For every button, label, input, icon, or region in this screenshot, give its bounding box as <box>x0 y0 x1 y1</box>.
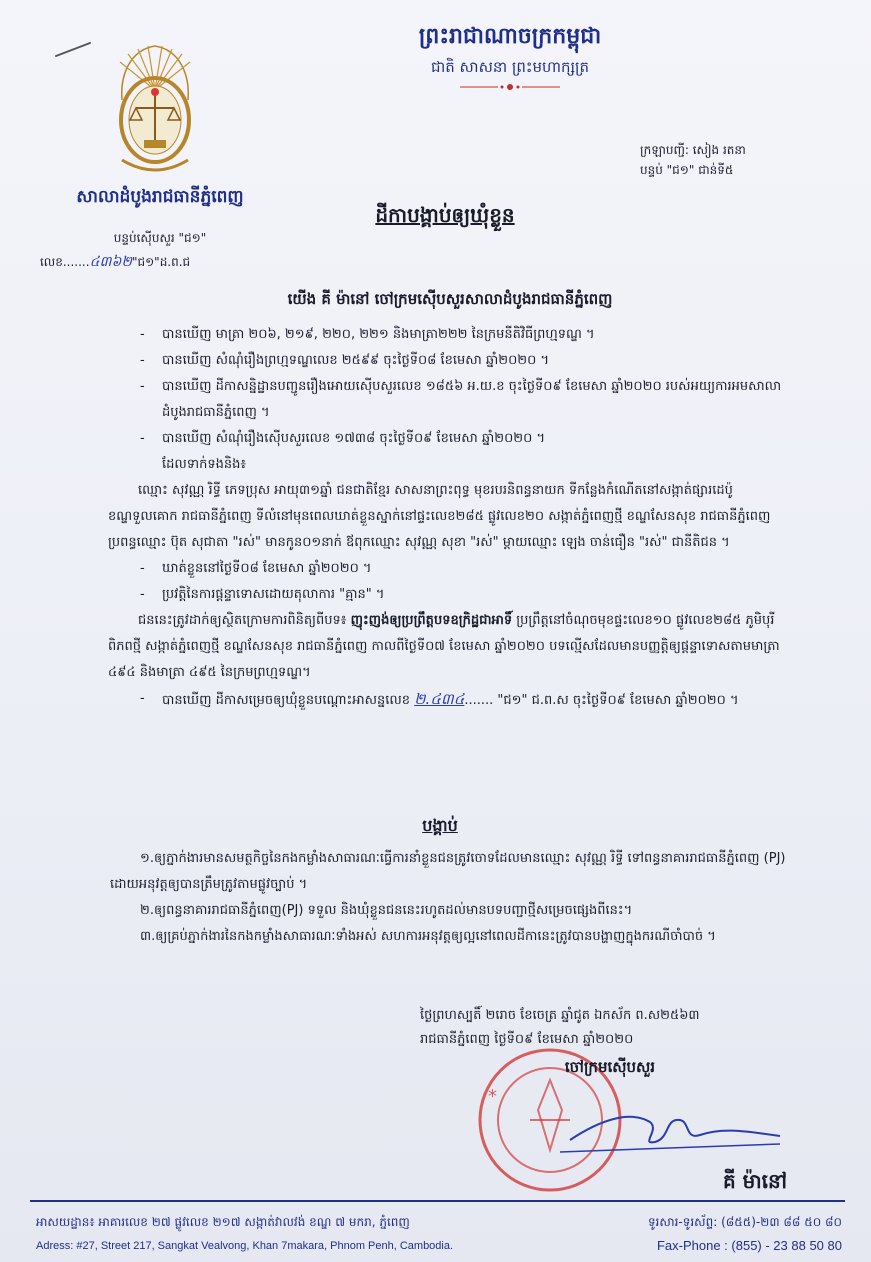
solar-date: រាជធានីភ្នំពេញ ថ្ងៃទី០៩ ខែមេសា ឆ្នាំ២០២០ <box>420 1032 634 1047</box>
concerning-label: ដែលទាក់ទងនិង៖ <box>162 457 247 472</box>
reference-handwritten: ៤៣៦២ <box>89 254 132 270</box>
consideration-item: - បានឃើញ ដីកាសន្និដ្ឋានបញ្ជូនរឿងអោយស៊ើបសួរលេខ ១៨៥៦ អ.យ.ខ ចុះថ្ងៃទី០៩ ខែមេសា ឆ្នាំ២០២០ របស់អយ្យការអមសាលាដំបូងរាជធានីភ្នំពេញ ។ <box>140 374 790 426</box>
document-title: ដីកាបង្គាប់ឲ្យឃុំខ្លួន <box>375 203 515 227</box>
charge-lead: ជននេះត្រូវដាក់ឲ្យស្ថិតក្រោមការពិនិត្យពីបទ៖ <box>138 613 351 628</box>
issuer-line: យើង គី ម៉ានៅ ចៅក្រមស៊ើបសួរសាលាដំបូងរាជធានីភ្នំពេញ <box>287 290 613 308</box>
judge-signature <box>560 1100 790 1160</box>
person-fact: - ឃាត់ខ្លួននៅថ្ងៃទី០៨ ខែមេសា ឆ្នាំ២០២០ ។ <box>140 556 790 582</box>
order-heading: បង្គាប់ <box>422 816 458 835</box>
footer-address-en: Adress: #27, Street 217, Sangkat Vealvong, Khan 7makara, Phnom Penh, Cambodia. <box>36 1240 454 1252</box>
consideration-item: - បានឃើញ សំណុំរឿងស៊ើបសួរលេខ ១៧៣៨ ចុះថ្ងៃទី០៩ ខែមេសា ឆ្នាំ២០២០ ។ <box>140 426 790 452</box>
detention-rest: ....... "ជ១" ជ.ព.ស ចុះថ្ងៃទី០៩ ខែមេសា ឆ្នាំ២០២០ ។ <box>464 693 739 708</box>
consideration-item: - បានឃើញ សំណុំរឿងព្រហ្មទណ្ឌលេខ ២៥៩៩ ចុះថ្ងៃទី០៨ ខែមេសា ឆ្នាំ២០២០ ។ <box>140 348 790 374</box>
ornament-divider-icon <box>460 82 560 92</box>
lunar-date: ថ្ងៃព្រហស្បតិ៍ ២រោច ខែចេត្រ ឆ្នាំជូត ឯកស័ក ព.ស២៥៦៣ <box>420 1008 700 1023</box>
reference-number <box>40 252 300 273</box>
person-paragraph: ឈ្មោះ សុវណ្ណ រិទ្ធី ភេទប្រុស អាយុ៣១ឆ្នាំ ជនជាតិខ្មែរ សាសនាព្រះពុទ្ធ មុខរបរនិពន្ធនាយក ទីកន្លែងកំណើតនៅសង្កាត់ផ្សារដេប៉ូ ខណ្ឌទួលគោក រាជធានីភ្នំពេញ ទីលំនៅមុនពេលឃាត់ខ្លួនស្នាក់នៅផ្ទះលេខ២៨៥ ផ្លូវលេខ២០ សង្កាត់ភ្នំពេញថ្មី ខណ្ឌសែនសុខ រាជធានីភ្នំពេញ ប្រពន្ធឈ្មោះ ប៊ុត សុជាតា "រស់" មានកូន០១នាក់ ឪពុកឈ្មោះ សុវណ្ណ សុខា "រស់" ម្ដាយឈ្មោះ ឡេង ចាន់ធឿន "រស់" ជានីតិជន ។ <box>108 483 771 550</box>
svg-text:*: * <box>488 1086 497 1107</box>
case-file-line: ក្រឡាបញ្ជី: សៀង រតនា <box>640 143 746 157</box>
reference-prefix: លេខ....... <box>40 255 90 269</box>
order-item: ២.ឲ្យពន្ធនាគាររាជធានីភ្នំពេញ(PJ) ទទួល និងឃុំខ្លួនជននេះរហូតដល់មានបទបញ្ជាថ្មីសម្រេចផ្សេងពីនេះ។ <box>140 903 633 918</box>
document-body <box>108 322 790 714</box>
footer-phone-en: Fax-Phone : (855) - 23 88 50 80 <box>656 1238 842 1253</box>
consideration-item: - បានឃើញ មាត្រា ២០៦, ២១៩, ២២០, ២២១ និងមាត្រា២២២ នៃក្រមនីតិវិធីព្រហ្មទណ្ឌ ។ <box>140 322 790 348</box>
footer-address-km: អាសយដ្ឋាន៖ អាគារលេខ ២៧ ផ្លូវលេខ ២១៧ សង្កាត់វាលវង់ ខណ្ឌ ៧ មករា, ភ្នំពេញ <box>36 1215 410 1229</box>
detention-lead: បានឃើញ ដីកាសម្រេចឲ្យឃុំខ្លួនបណ្ដោះអាសន្នលេខ <box>162 693 415 708</box>
kingdom-title: ព្រះរាជាណាចក្រកម្ពុជា <box>418 24 602 49</box>
orders-list <box>110 846 800 950</box>
pen-mark-icon <box>54 40 94 60</box>
case-room-line: បន្ទប់ "ជ១" ជាន់ទី៥ <box>640 163 734 177</box>
judge-name: គី ម៉ានៅ <box>722 1169 788 1193</box>
order-item: ១.ឲ្យភ្នាក់ងារមានសមត្ថកិច្ចនៃកងកម្លាំងសាធារណៈធ្វើការនាំខ្លួនជនត្រូវចោទដែលមានឈ្មោះ សុវណ្ណ រិទ្ធី ទៅពន្ធនាគាររាជធានីភ្នំពេញ (PJ) ដោយអនុវត្តឲ្យបានត្រឹមត្រូវតាមផ្លូវច្បាប់ ។ <box>110 851 786 892</box>
case-info <box>640 140 840 180</box>
department-label: បន្ទប់ស៊ើបសួរ "ជ១" <box>113 231 207 245</box>
footer-phone-km: ទូរសារ-ទូរស័ព្ទ: (៨៥៥)-២៣ ៨៨ ៥០ ៨០ <box>647 1215 842 1229</box>
kingdom-motto: ជាតិ សាសនា ព្រះមហាក្សត្រ <box>430 58 590 76</box>
person-fact: - ប្រវត្តិនៃការផ្ដន្ទាទោសដោយតុលាការ "គ្មាន" ។ <box>140 582 790 608</box>
detention-line <box>140 686 790 714</box>
court-name: សាលាដំបូងរាជធានីភ្នំពេញ <box>76 187 244 207</box>
charge-name: ញុះញង់ឲ្យប្រព្រឹត្តបទឧក្រិដ្ឋជាអាទិ៍ <box>350 613 513 628</box>
charge-paragraph <box>108 608 790 686</box>
reference-suffix: "ជ១"ដ.ព.ជ <box>131 255 191 269</box>
order-item: ៣.ឲ្យគ្រប់ភ្នាក់ងារនៃកងកម្លាំងសាធារណៈទាំងអស់ សហការអនុវត្តឲ្យល្អនៅពេលដីកានេះត្រូវបានបង្ហាញក្នុងករណីចាំបាច់ ។ <box>140 929 716 944</box>
footer-divider <box>30 1200 845 1202</box>
judge-title: ចៅក្រមស៊ើបសួរ <box>564 1058 656 1076</box>
charge-rest: ប្រព្រឹត្តនៅចំណុចមុខផ្ទះលេខ១០ ផ្លូវលេខ២៨៥ ភូមិបុរីពិភពថ្មី សង្កាត់ភ្នំពេញថ្មី ខណ្ឌសែនសុខ រាជធានីភ្នំពេញ កាលពីថ្ងៃទី០៧ ខែមេសា ឆ្នាំ២០២០ បទល្មើសដែលមានបញ្ញត្តិឲ្យផ្តន្ទាទោសតាមមាត្រា ៤៩៤ និងមាត្រា ៤៩៥ នៃក្រមព្រហ្មទណ្ឌ។ <box>108 613 780 680</box>
court-emblem-icon <box>100 40 210 180</box>
detention-handwritten: ២.៤៣៤ <box>414 690 465 708</box>
